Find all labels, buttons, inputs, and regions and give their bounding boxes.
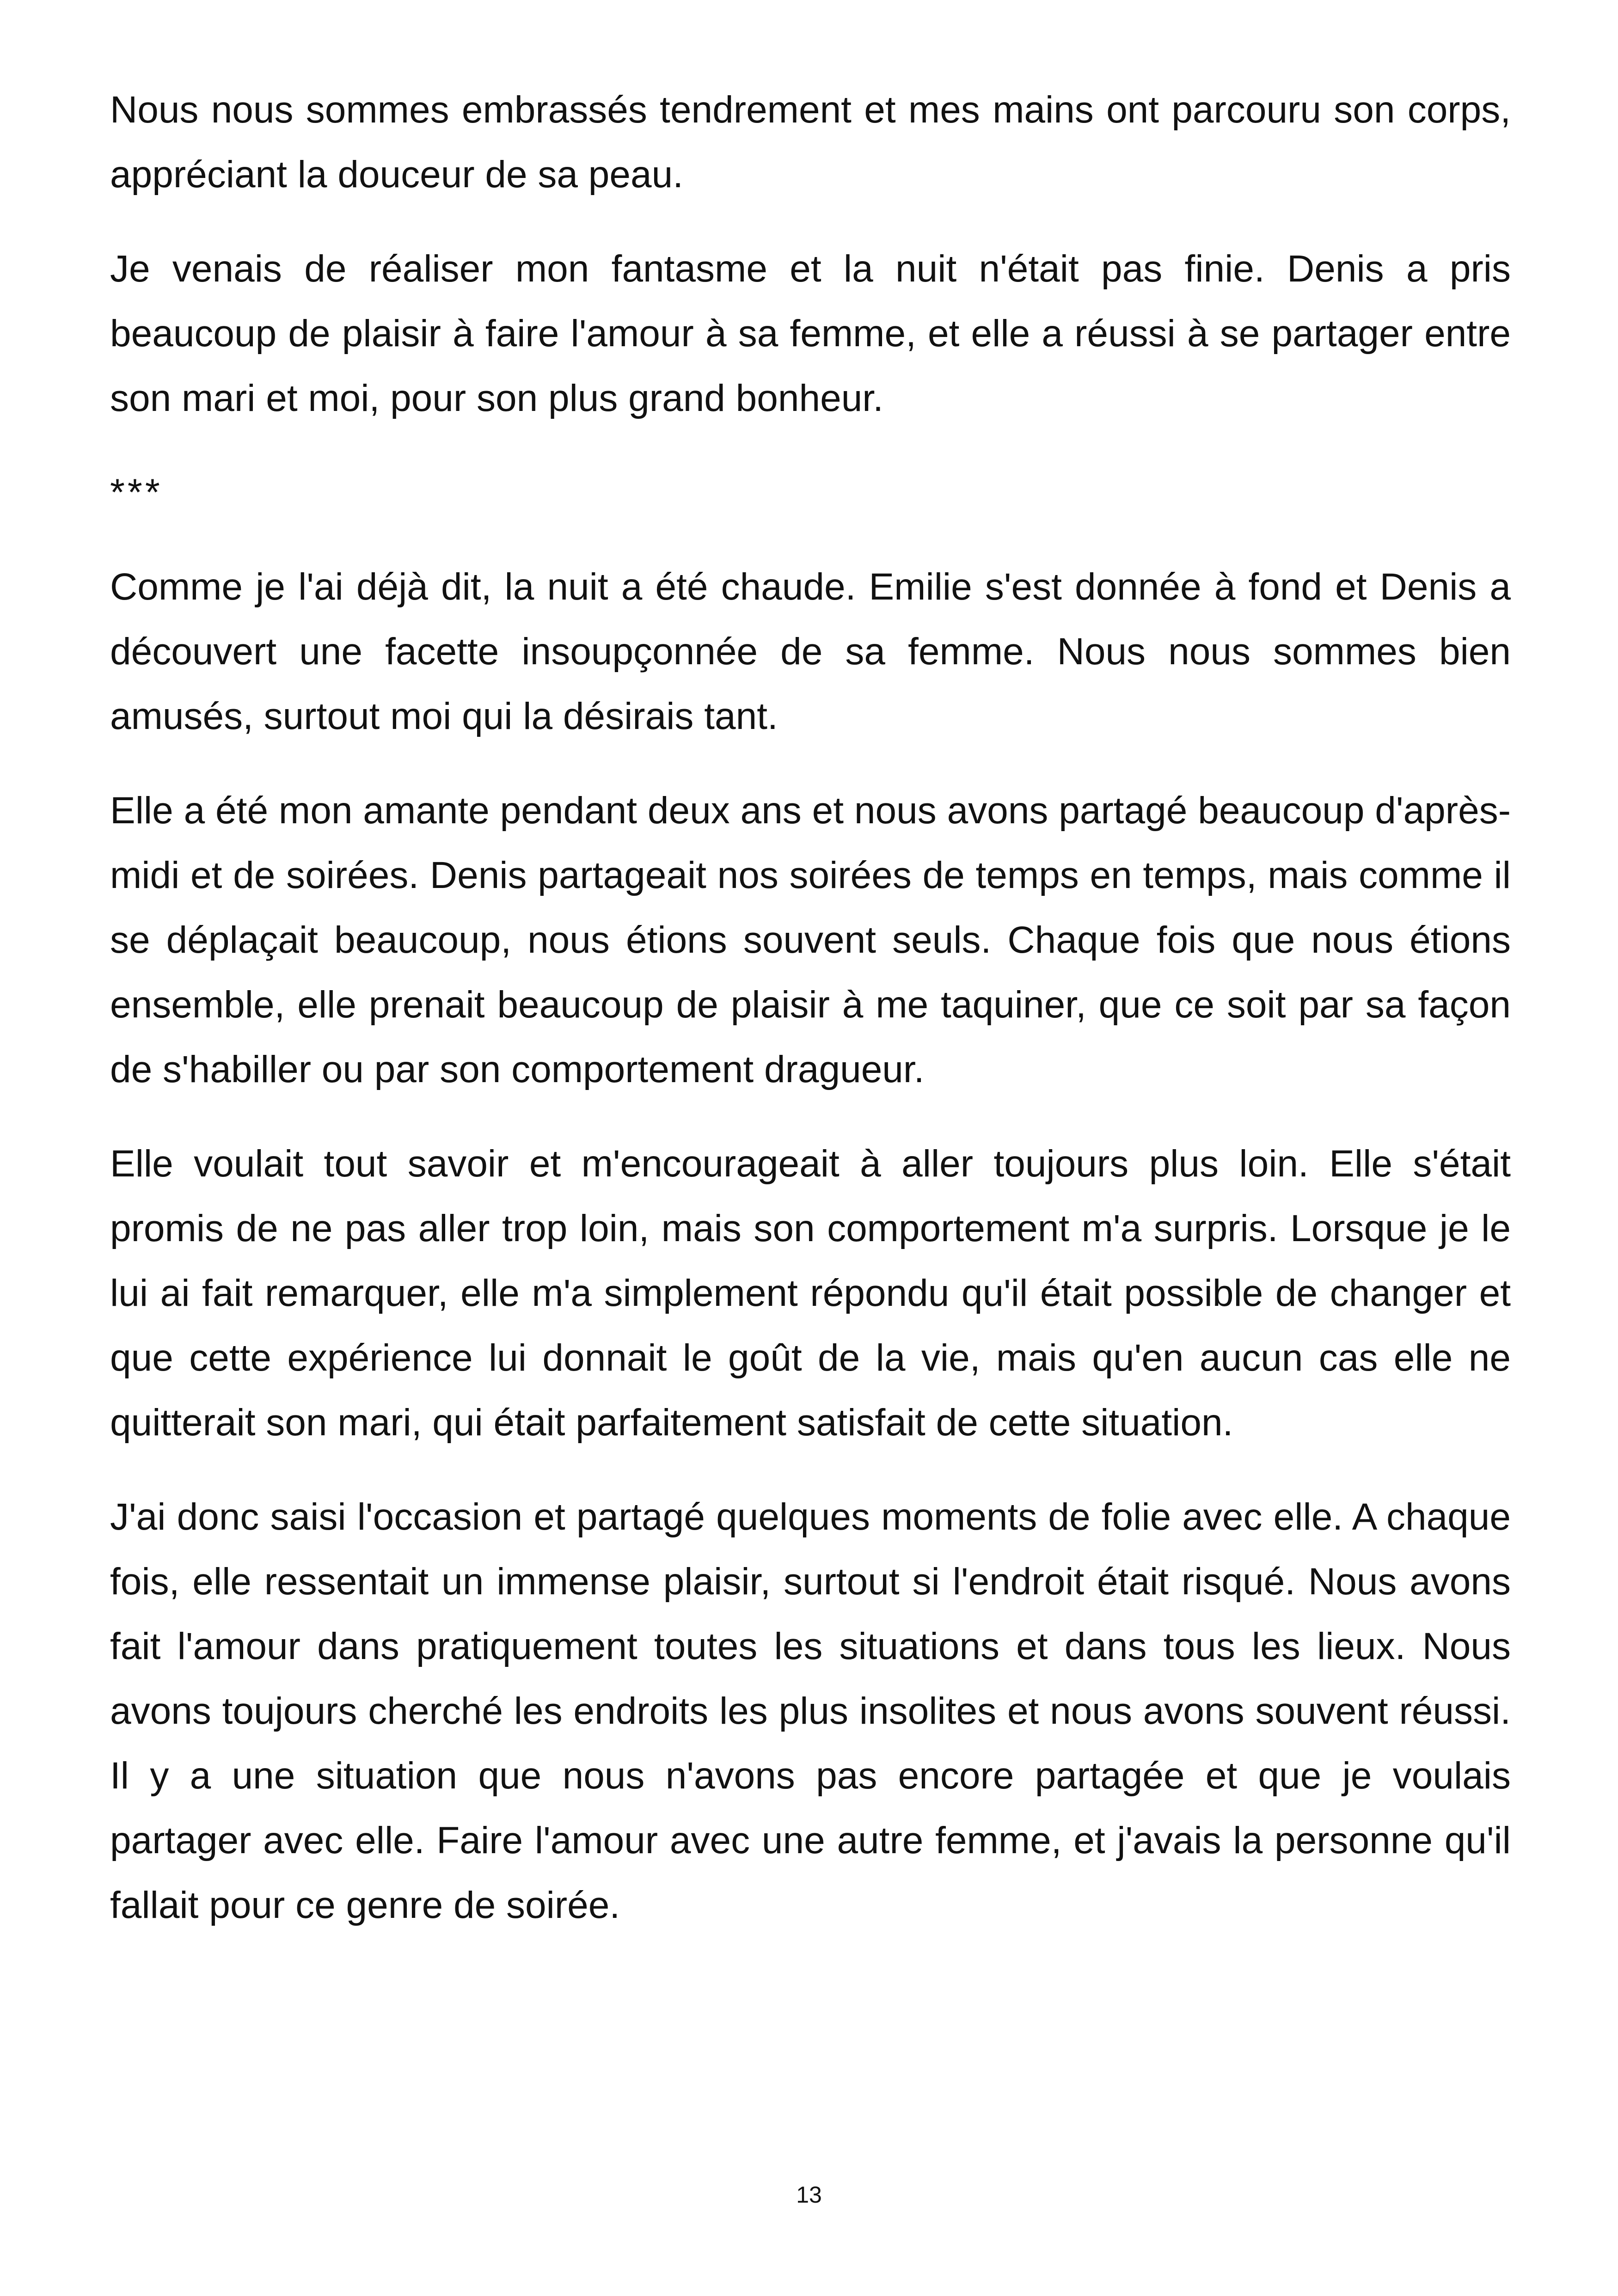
section-separator: ***: [110, 471, 163, 514]
paragraph-6: J'ai donc saisi l'occasion et partagé quelques moments de folie avec elle. A chaque fois, elle ressentait un immense plaisir, surtout si l'endroit était risqué. Nous avons fait l'amour dans pratiquement toutes les situations et dans tous les lieux. Nous avons toujours cherché les endroits les plus insolites et nous avons souvent réussi. Il y a une situation que nous n'avons pas encore partagée et que je voulais partager avec elle. Faire l'amour avec une autre femme, et j'avais la personne qu'il fallait pour ce genre de soirée.: [110, 1496, 1511, 1926]
paragraph-5: Elle voulait tout savoir et m'encourageait à aller toujours plus loin. Elle s'était promis de ne pas aller trop loin, mais son comportement m'a surpris. Lorsque je le lui ai fait remarquer, elle m'a simplement répondu qu'il était possible de changer et que cette expérience lui donnait le goût de la vie, mais qu'en aucun cas elle ne quitterait son mari, qui était parfaitement satisfait de cette situation.: [110, 1143, 1511, 1444]
body-text: [110, 78, 1511, 1967]
paragraph-4: Elle a été mon amante pendant deux ans et nous avons partagé beaucoup d'après-midi et de soirées. Denis partageait nos soirées de temps en temps, mais comme il se déplaçait beaucoup, nous étions souvent seuls. Chaque fois que nous étions ensemble, elle prenait beaucoup de plaisir à me taquiner, que ce soit par sa façon de s'habiller ou par son comportement dragueur.: [110, 790, 1511, 1090]
paragraph-3: Comme je l'ai déjà dit, la nuit a été chaude. Emilie s'est donnée à fond et Denis a découvert une facette insoupçonnée de sa femme. Nous nous sommes bien amusés, surtout moi qui la désirais tant.: [110, 566, 1511, 737]
paragraph-1: Nous nous sommes embrassés tendrement et mes mains ont parcouru son corps, appréciant la douceur de sa peau.: [110, 89, 1511, 196]
paragraph-2: Je venais de réaliser mon fantasme et la nuit n'était pas finie. Denis a pris beaucoup de plaisir à faire l'amour à sa femme, et elle a réussi à se partager entre son mari et moi, pour son plus grand bonheur.: [110, 248, 1511, 419]
page-number: 13: [796, 2182, 822, 2208]
